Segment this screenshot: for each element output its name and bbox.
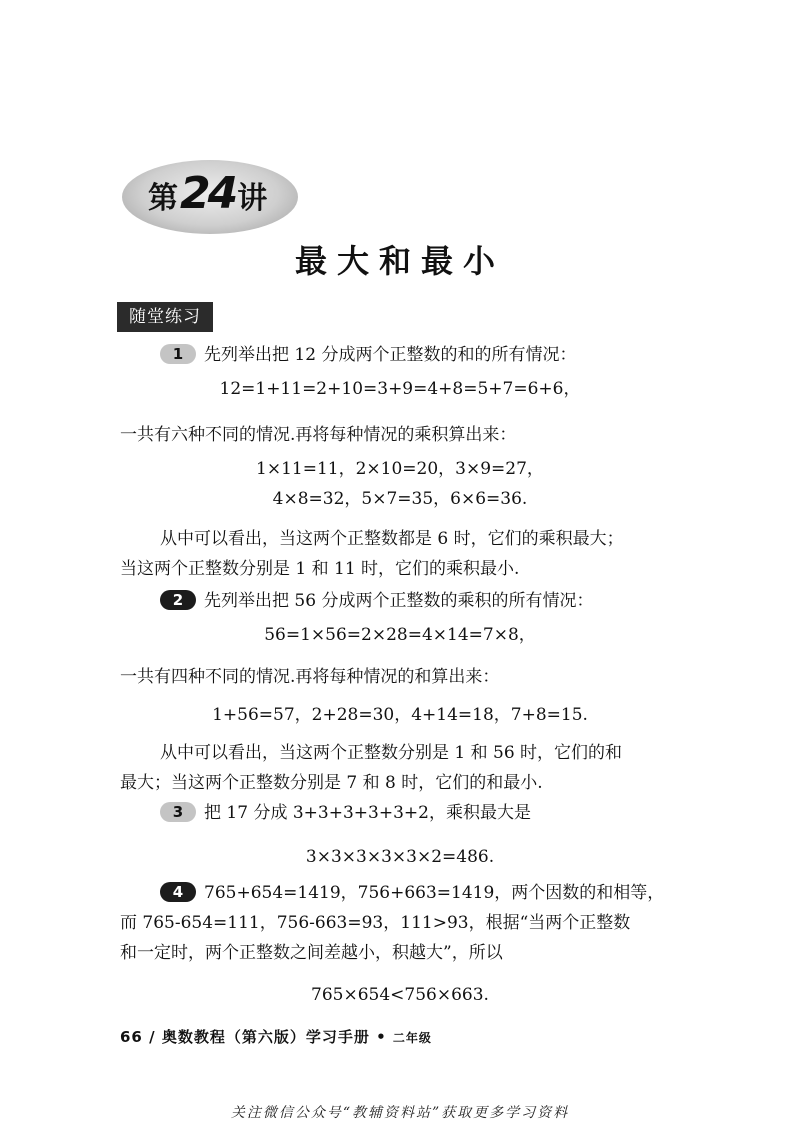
problem-3-intro [160, 802, 531, 824]
problem-4-line-3: 和一定时，两个正整数之间差越小，积越大”，所以 [120, 943, 503, 963]
problem-1-line-6: 从中可以看出，当这两个正整数都是 6 时，它们的乘积最大； [160, 529, 624, 549]
page-footer [120, 1026, 432, 1047]
page-title: 最大和最小 [294, 242, 505, 280]
problem-2-number: 2 [160, 590, 196, 610]
problem-3-line-2: 3×3×3×3×3×2=486. [305, 847, 495, 867]
footer-separator: / [149, 1028, 156, 1046]
lecture-suffix: 讲 [237, 181, 268, 216]
problem-1-line-3: 一共有六种不同的情况.再将每种情况的乘积算出来： [120, 425, 517, 445]
problem-2-line-1: 先列举出把 56 分成两个正整数的乘积的所有情况： [204, 591, 594, 611]
problem-2-line-6: 最大；当这两个正整数分别是 7 和 8 时，它们的和最小. [120, 773, 543, 793]
problem-2-line-2: 56=1×56=2×28=4×14=7×8， [264, 625, 536, 645]
problem-1-intro [160, 344, 576, 366]
lecture-heading [148, 168, 267, 218]
problem-1-line-7: 当这两个正整数分别是 1 和 11 时，它们的乘积最小. [120, 559, 520, 579]
problem-4-line-1: 765+654=1419，756+663=1419，两个因数的和相等， [204, 883, 665, 903]
problem-4-line-4: 765×654<756×663. [311, 985, 489, 1005]
grade-label: 二年级 [392, 1031, 432, 1045]
problem-4-line-2: 而 765-654=111，756-663=93，111>93，根据“当两个正整数 [120, 913, 631, 933]
problem-2-line-4: 1+56=57，2+28=30，4+14=18，7+8=15. [212, 705, 588, 725]
problem-4-number: 4 [160, 882, 196, 902]
problem-4-intro [160, 882, 664, 904]
problem-3-line-1: 把 17 分成 3+3+3+3+3+2，乘积最大是 [204, 803, 531, 823]
problem-1-number: 1 [160, 344, 196, 364]
footer-dot: • [376, 1028, 387, 1046]
problem-1-line-1: 先列举出把 12 分成两个正整数的和的所有情况： [204, 345, 577, 365]
problem-2-intro [160, 590, 593, 612]
lecture-number: 24 [180, 168, 236, 219]
problem-3-number: 3 [160, 802, 196, 822]
problem-1-line-5: 4×8=32，5×7=35，6×6=36. [272, 489, 528, 509]
watermark-text: 关注微信公众号“教辅资料站”获取更多学习资料 [230, 1105, 570, 1121]
problem-2-line-5: 从中可以看出，当这两个正整数分别是 1 和 56 时，它们的和 [160, 743, 623, 763]
problem-1-line-4: 1×11=11，2×10=20，3×9=27， [256, 459, 544, 479]
problem-1-line-2: 12=1+11=2+10=3+9=4+8=5+7=6+6， [219, 379, 581, 399]
problem-2-line-3: 一共有四种不同的情况.再将每种情况的和算出来： [120, 667, 500, 687]
lecture-prefix: 第 [148, 181, 178, 216]
book-title: 奥数教程（第六版）学习手册 [161, 1028, 370, 1046]
page-number: 66 [120, 1028, 143, 1046]
section-label: 随堂练习 [117, 302, 213, 332]
